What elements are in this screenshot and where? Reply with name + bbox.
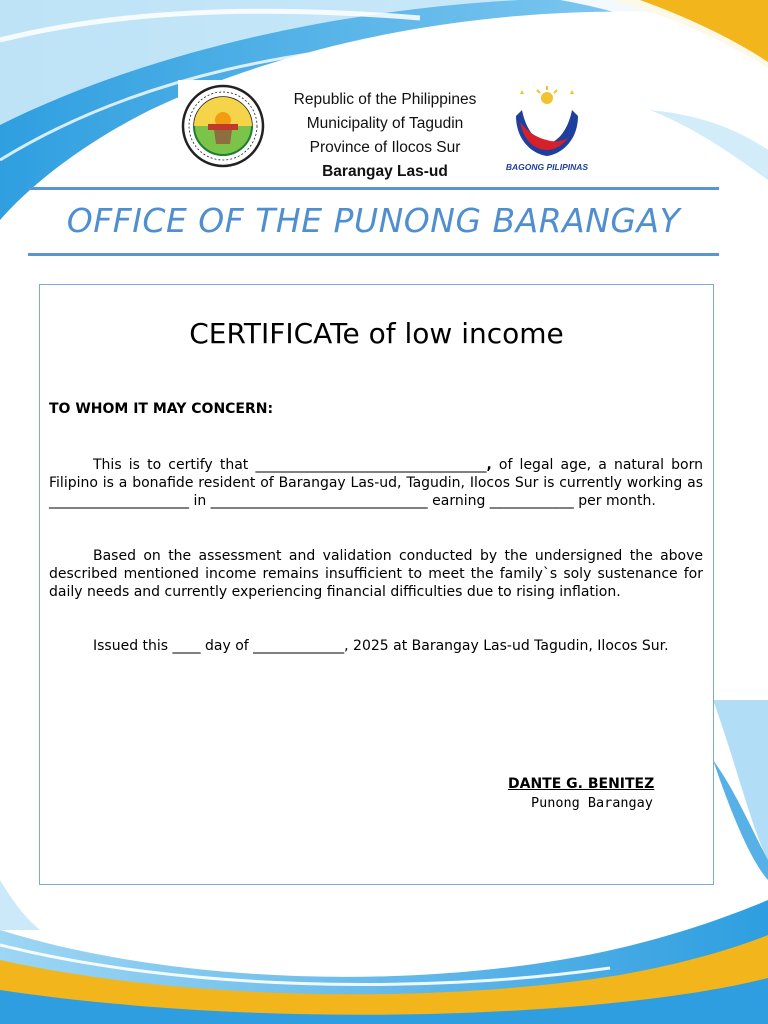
signer-title: Punong Barangay — [531, 795, 653, 811]
assessment-paragraph — [49, 547, 703, 602]
p1-text-c: in — [189, 493, 211, 510]
issuance-paragraph — [49, 637, 703, 655]
certificate-box — [39, 284, 714, 885]
signer-name: DANTE G. BENITEZ — [508, 776, 655, 792]
p1-text-a: This is to certify that — [93, 457, 256, 473]
certificate-title: CERTIFICATe of low income — [189, 317, 564, 350]
workplace-blank: _______________________________ — [210, 493, 428, 510]
header-line-barangay: Barangay Las-ud — [322, 163, 448, 180]
header-line-province: Province of Ilocos Sur — [309, 139, 461, 156]
month-blank: _____________ — [253, 638, 345, 654]
day-blank: ____ — [172, 638, 201, 654]
header-line-municipality: Municipality of Tagudin — [306, 115, 464, 132]
salutation: TO WHOM IT MAY CONCERN: — [49, 401, 274, 417]
header-line-republic: Republic of the Philippines — [293, 91, 477, 108]
p1-text-d: earning — [427, 493, 490, 510]
certification-paragraph — [49, 456, 703, 511]
p1-text-e: per month. — [573, 493, 656, 510]
bagong-pilipinas-logo-icon — [502, 80, 592, 176]
income-blank: ____________ — [489, 493, 574, 510]
letterhead — [268, 88, 502, 184]
p3-text-a: Issued this — [93, 638, 173, 654]
occupation-blank: ____________________ — [49, 493, 189, 510]
p2-text: Based on the assessment and validation conducted by the undersigned the above described mentioned income remains insufficient to meet the family`s soly sustenance for daily needs and currently experiencing financial difficulties due to rising inflation. — [49, 548, 703, 601]
office-title: OFFICE OF THE PUNONG BARANGAY — [66, 201, 681, 240]
header-rule-top — [28, 187, 719, 190]
barangay-seal-icon — [178, 80, 268, 172]
logo-caption: BAGONG PILIPINAS — [505, 162, 589, 172]
p3-text-c: , 2025 at Barangay Las-ud Tagudin, Ilocos Sur. — [344, 638, 669, 654]
p1-comma: , — [486, 457, 492, 473]
p3-text-b: day of — [200, 638, 254, 654]
p1-text-b: of legal age, a natural born Filipino is a bonafide resident of Barangay Las-ud, Tagudin, Ilocos Sur is currently working as — [49, 457, 703, 492]
name-blank: _________________________________ — [255, 457, 487, 473]
header-rule-bottom — [28, 253, 719, 256]
